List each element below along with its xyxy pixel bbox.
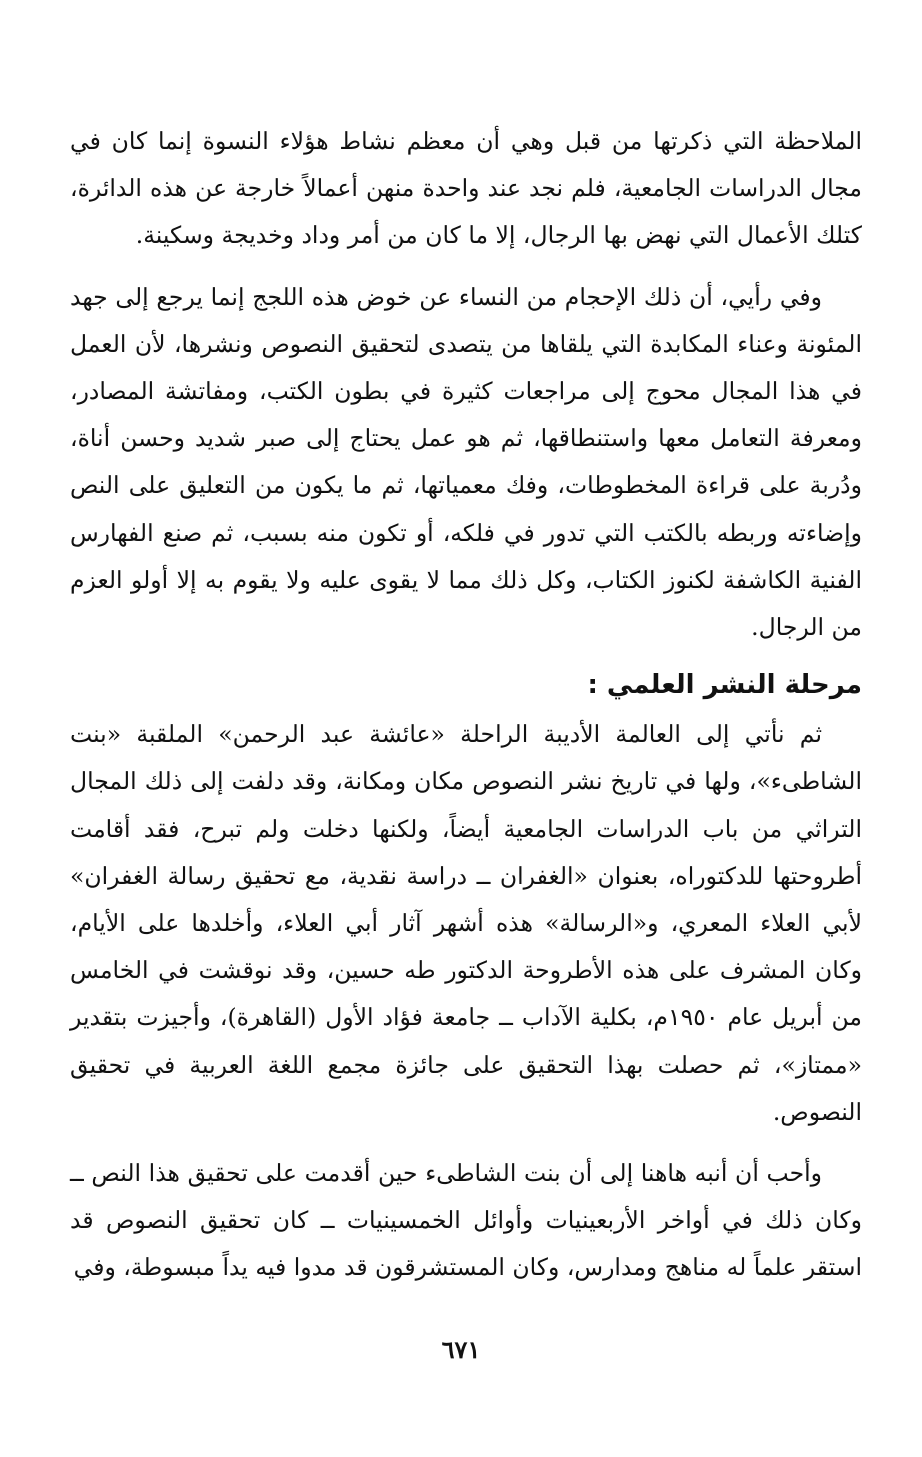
paragraph-1: الملاحظة التي ذكرتها من قبل وهي أن معظم نشاط هؤلاء النسوة إنما كان في مجال الدراسات الجامعية، فلم نجد عند واحدة منهن أعمالاً خارجة عن هذه الدائرة، كتلك الأعمال التي نهض بها الرجال، إلا ما كان من أمر وداد وخديجة وسكينة. xyxy=(70,127,862,250)
paragraph-2: وفي رأيي، أن ذلك الإحجام من النساء عن خوض هذه اللجج إنما يرجع إلى جهد المئونة وعناء المكابدة التي يلقاها من يتصدى لتحقيق النصوص ونشرها، لأن العمل في هذا المجال محوج إلى مراجعات كثيرة في بطون الكتب، ومفاتشة المصادر، ومعرفة التعامل معها واستنطاقها، ثم هو عمل يحتاج إلى صبر شديد وحسن أناة، ودُربة على قراءة المخطوطات، وفك معمياتها، ثم ما يكون من التعليق على النص وإضاءته وربطه بالكتب التي تدور في فلكه، أو تكون منه بسبب، ثم صنع الفهارس الفنية الكاشفة لكنوز الكتاب، وكل ذلك مما لا يقوى عليه ولا يقوم به إلا أولو العزم من الرجال. xyxy=(70,282,862,642)
paragraph-3: ثم نأتي إلى العالمة الأديبة الراحلة «عائشة عبد الرحمن» الملقبة «بنت الشاطىء»، ولها في تاريخ نشر النصوص مكان ومكانة، وقد دلفت إلى ذلك المجال التراثي من باب الدراسات الجامعية أيضاً، ولكنها دخلت ولم تبرح، فقد أقامت أطروحتها للدكتوراه، بعنوان «الغفران ــ دراسة نقدية، مع تحقيق رسالة الغفران» لأبي العلاء المعري، و«الرسالة» هذه أشهر آثار أبي العلاء، وأخلدها على الأيام، وكان المشرف على هذه الأطروحة الدكتور طه حسين، وقد نوقشت في الخامس من أبريل عام ١٩٥٠م، بكلية الآداب ــ جامعة فؤاد الأول (القاهرة)، وأجيزت بتقدير «ممتاز»، ثم حصلت بهذا التحقيق على جائزة مجمع اللغة العربية في تحقيق النصوص. xyxy=(70,720,862,1126)
page-body xyxy=(70,118,862,1292)
paragraph-4: وأحب أن أنبه هاهنا إلى أن بنت الشاطىء حين أقدمت على تحقيق هذا النص ــ وكان ذلك في أواخر الأربعينيات وأوائل الخمسينيات ــ كان تحقيق النصوص قد استقر علماً له مناهج ومدارس، وكان المستشرقون قد مدوا فيه يداً مبسوطة، وفي xyxy=(70,1159,862,1282)
section-heading: مرحلة النشر العلمي : xyxy=(587,670,862,701)
page-number: ٦٧١ xyxy=(441,1335,481,1364)
